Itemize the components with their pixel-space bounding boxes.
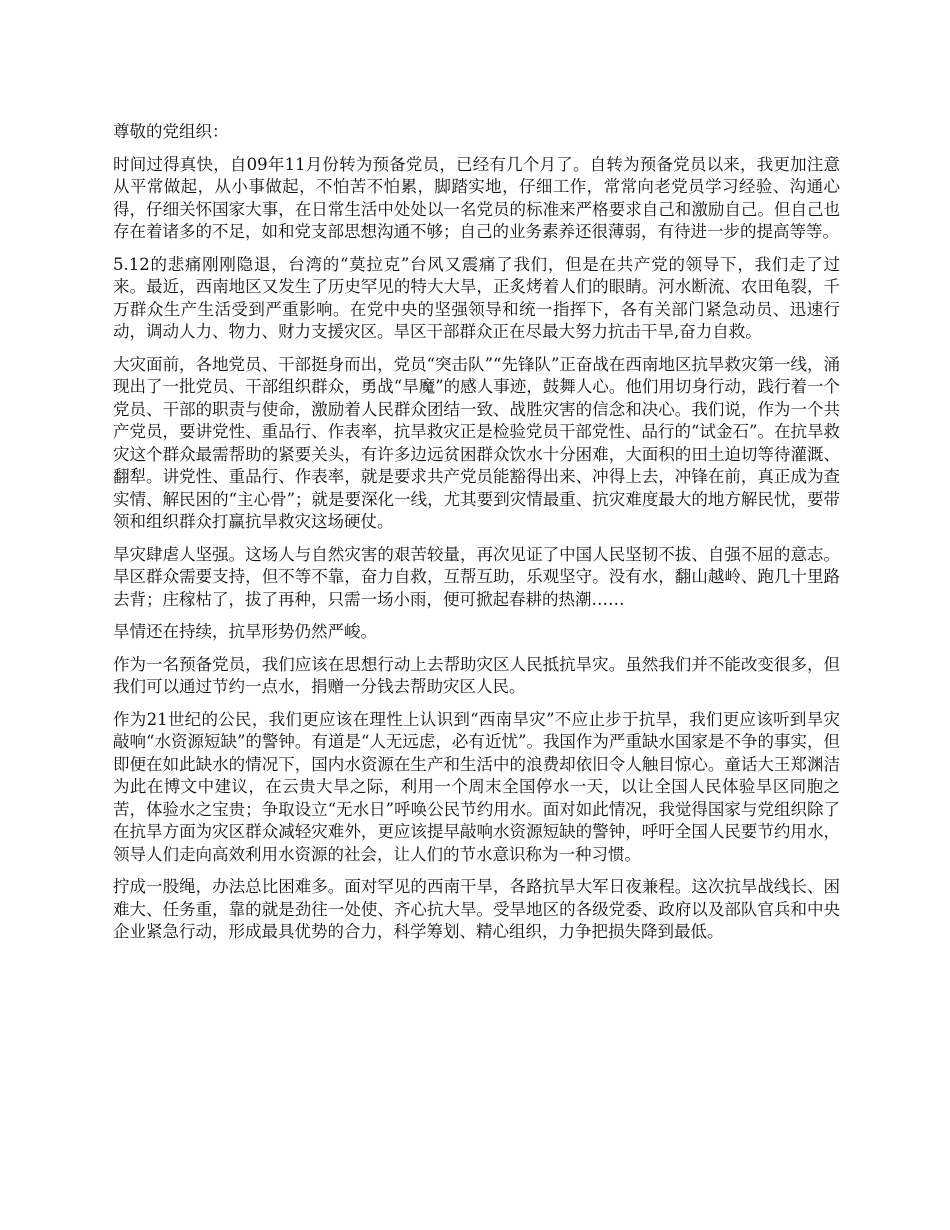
letter-body <box>113 121 840 954</box>
paragraph: 作为一名预备党员，我们应该在思想行动上去帮助灾区人民抵抗旱灾。虽然我们并不能改变很多，但我们可以通过节约一点水，捐赠一分钱去帮助灾区人民。 <box>113 654 840 696</box>
paragraph: 旱情还在持续，抗旱形势仍然严峻。 <box>113 622 377 641</box>
paragraph: 大灾面前，各地党员、干部挺身而出，党员“突击队”“先锋队”正奋战在西南地区抗旱救灾第一线，涌现出了一批党员、干部组织群众，勇战“旱魔”的感人事迹，鼓舞人心。他们用切身行动，践行着一个党员、干部的职责与使命，激励着人民群众团结一致、战胜灾害的信念和决心。我们说，作为一个共产党员，要讲党性、重品行、作表率，抗旱救灾正是检验党员干部党性、品行的“试金石”。在抗旱救灾这个群众最需帮助的紧要关头，有许多边远贫困群众饮水十分困难，大面积的田土迫切等待灌溉、翻犁。讲党性、重品行、作表率，就是要求共产党员能豁得出来、冲得上去，冲锋在前，真正成为查实情、解民困的“主心骨”；就是要深化一线，尤其要到灾情最重、抗灾难度最大的地方解民忧，要带领和组织群众打赢抗旱救灾这场硬仗。 <box>113 354 840 531</box>
paragraph: 旱灾肆虐人坚强。这场人与自然灾害的艰苦较量，再次见证了中国人民坚韧不拔、自强不屈的意志。旱区群众需要支持，但不等不靠，奋力自救，互帮互助，乐观坚守。没有水，翻山越岭、跑几十里路去背；庄稼枯了，拔了再种，只需一场小雨，便可掀起春耕的热潮…… <box>113 544 840 609</box>
paragraph: 5.12的悲痛刚刚隐退，台湾的“莫拉克”台风又震痛了我们，但是在共产党的领导下，我们走了过来。最近，西南地区又发生了历史罕见的特大大旱，正炙烤着人们的眼睛。河水断流、农田龟裂，千万群众生产生活受到严重影响。在党中央的坚强领导和统一指挥下，各有关部门紧急动员、迅速行动，调动人力、物力、财力支援灾区。旱区干部群众正在尽最大努力抗击干旱,奋力自救。 <box>113 254 840 341</box>
paragraph: 时间过得真快，自09年11月份转为预备党员，已经有几个月了。自转为预备党员以来，我更加注意从平常做起，从小事做起，不怕苦不怕累，脚踏实地，仔细工作，常常向老党员学习经验、沟通心得，仔细关怀国家大事，在日常生活中处处以一名党员的标准来严格要求自己和激励自己。但自己也存在着诸多的不足，如和党支部思想沟通不够；自己的业务素养还很薄弱，有待进一步的提高等等。 <box>113 154 840 241</box>
paragraph: 作为21世纪的公民，我们更应该在理性上认识到“西南旱灾”不应止步于抗旱，我们更应该听到旱灾敲响“水资源短缺”的警钟。有道是“人无远虑，必有近忧”。我国作为严重缺水国家是不争的事实，但即便在如此缺水的情况下，国内水资源在生产和生活中的浪费却依旧令人触目惊心。童话大王郑渊洁为此在博文中建议，在云贵大旱之际，利用一个周末全国停水一天，以让全国人民体验旱区同胞之苦，体验水之宝贵；争取设立“无水日”呼唤公民节约用水。面对如此情况，我觉得国家与党组织除了在抗旱方面为灾区群众减轻灾难外，更应该提早敲响水资源短缺的警钟，呼吁全国人民要节约用水，领导人们走向高效利用水资源的社会，让人们的节水意识称为一种习惯。 <box>113 709 840 864</box>
paragraph: 拧成一股绳，办法总比困难多。面对罕见的西南干旱，各路抗旱大军日夜兼程。这次抗旱战线长、困难大、任务重，靠的就是劲往一处使、齐心抗大旱。受旱地区的各级党委、政府以及部队官兵和中央企业紧急行动，形成最具优势的合力，科学筹划、精心组织，力争把损失降到最低。 <box>113 877 840 941</box>
salutation: 尊敬的党组织： <box>113 122 229 141</box>
